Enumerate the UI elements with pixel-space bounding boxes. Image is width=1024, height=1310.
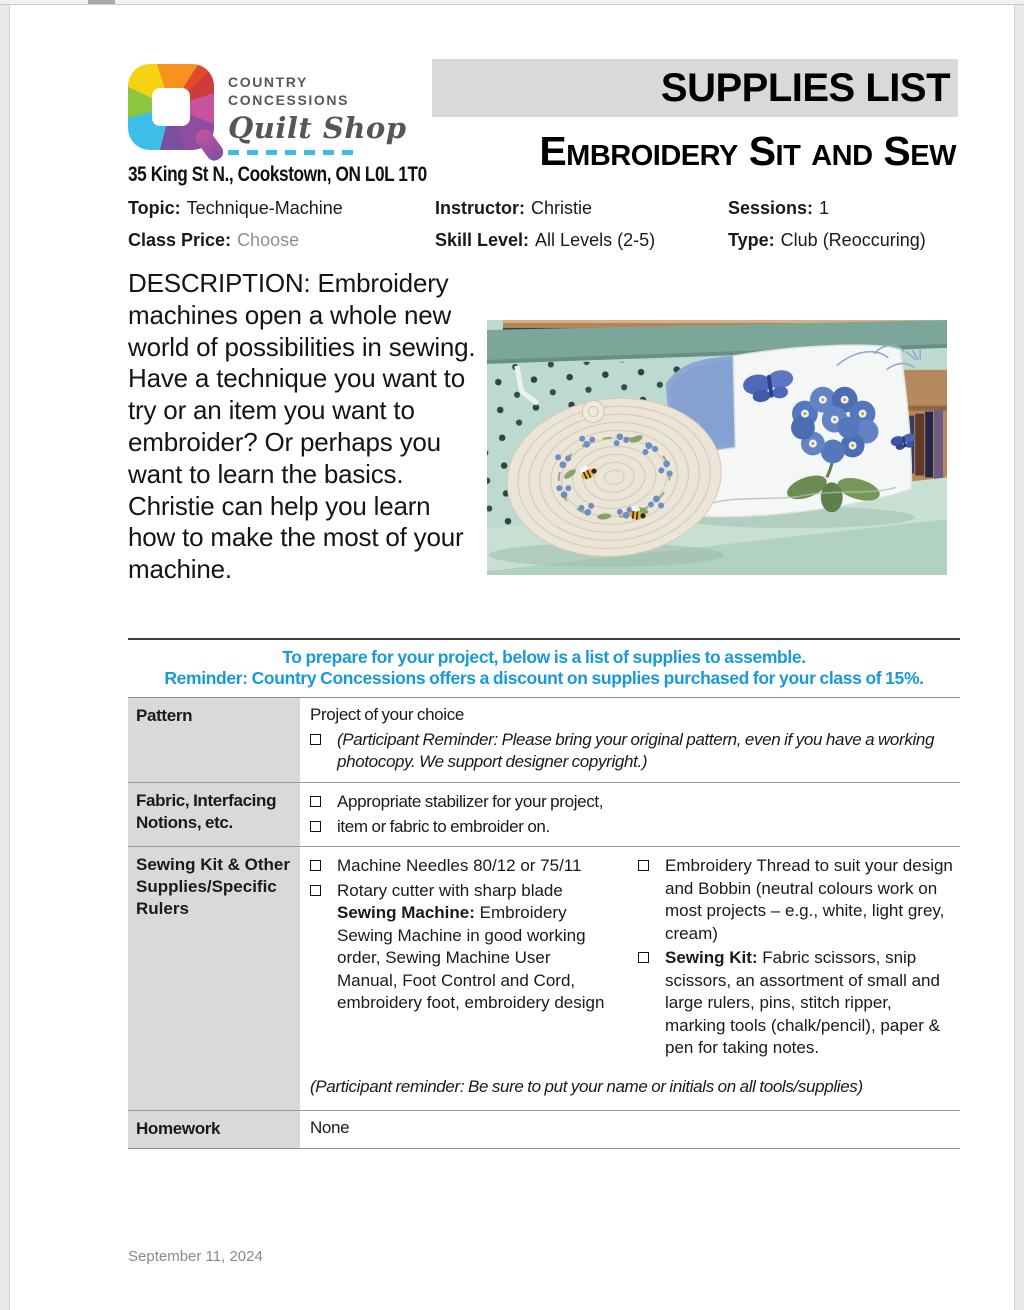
skill-level-value: All Levels (2-5) xyxy=(535,230,656,250)
pattern-reminder-item xyxy=(310,729,956,774)
window-edge-artifact xyxy=(88,0,115,4)
table-row-pattern xyxy=(128,698,960,782)
supplies-table xyxy=(128,697,960,1149)
sewing-machine-text: Embroidery Sewing Machine in good working order, Sewing Machine User Manual, Foot Control and Cord, embroidery foot, embroidery design xyxy=(337,903,605,1012)
pattern-row-content xyxy=(300,698,960,782)
meta-instructor xyxy=(435,198,728,219)
type-label: Type: xyxy=(728,230,775,250)
quilt-shop-q-icon xyxy=(128,64,214,150)
shop-address: 35 King St N., Cookstown, ON L0L 1T0 xyxy=(128,163,427,186)
checkbox-icon[interactable] xyxy=(638,860,649,871)
fabric-row-content xyxy=(300,783,960,846)
meta-class-price xyxy=(128,230,435,251)
sewing-item-needles xyxy=(310,855,610,878)
meta-skill-level xyxy=(435,230,728,251)
sewing-item-kit xyxy=(638,947,956,1060)
sewing-row-content xyxy=(300,847,960,1110)
homework-row-content: None xyxy=(310,1118,350,1137)
note-line1: To prepare for your project, below is a list of supplies to assemble. xyxy=(282,647,806,667)
pattern-line1: Project of your choice xyxy=(310,705,464,724)
window-top-edge xyxy=(0,0,1024,5)
class-price-label: Class Price: xyxy=(128,230,232,250)
sewing-item-rotary-text: Rotary cutter with sharp blade Sewing Machine: Embroidery Sewing Machine in good working order, Sewing Machine User Manual, Foot Control and Cord, embroidery foot, embroidery design xyxy=(337,880,605,1012)
pattern-row-label: Pattern xyxy=(128,698,300,782)
instructor-value: Christie xyxy=(531,198,593,218)
topic-value: Technique-Machine xyxy=(186,198,343,218)
fabric-item-2-text: item or fabric to embroider on. xyxy=(337,816,550,836)
supplies-section xyxy=(128,638,960,1149)
fabric-item-2 xyxy=(310,816,956,839)
type-value: Club (Reoccuring) xyxy=(780,230,926,250)
sewing-item-thread xyxy=(638,855,956,945)
table-row-sewing-kit xyxy=(128,846,960,1110)
skill-level-label: Skill Level: xyxy=(435,230,530,250)
document-date: September 11, 2024 xyxy=(128,1248,263,1265)
checkbox-icon[interactable] xyxy=(310,796,321,807)
sessions-value: 1 xyxy=(819,198,830,218)
supplies-list-banner: SUPPLIES LIST xyxy=(432,59,958,117)
sewing-kit-lead: Sewing Kit: xyxy=(665,948,758,967)
fabric-item-1-text: Appropriate stabilizer for your project, xyxy=(337,792,604,811)
sewing-row-label: Sewing Kit & Other Supplies/Specific Rulers xyxy=(128,847,300,1110)
note-line2: Reminder: Country Concessions offers a discount on supplies purchased for your class of 15%. xyxy=(164,668,924,688)
class-title: Embroidery Sit and Sew xyxy=(539,128,956,174)
class-description: DESCRIPTION: Embroidery machines open a whole new world of possibilities in sewing. Have a technique you want to try or an item you want to embroider? Or perhaps you want to learn the basics. Christie can help you learn how to make the most of your machine. xyxy=(128,268,476,585)
sewing-item-kit-text xyxy=(665,947,956,1060)
topic-label: Topic: xyxy=(128,198,181,218)
brand-line1: COUNTRY xyxy=(228,74,308,90)
sewing-item-rotary xyxy=(310,880,610,1015)
homework-row-label: Homework xyxy=(128,1111,300,1148)
class-meta xyxy=(128,198,960,251)
table-row-homework xyxy=(128,1110,960,1148)
table-row-fabric xyxy=(128,782,960,846)
sewing-right-column xyxy=(638,853,956,1060)
instructor-label: Instructor: xyxy=(435,198,525,218)
sewing-item-needles-text: Machine Needles 80/12 or 75/11 xyxy=(337,856,582,875)
fabric-row-label: Fabric, Interfacing Notions, etc. xyxy=(128,783,300,846)
q-icon-hole xyxy=(152,88,190,126)
meta-type xyxy=(728,230,960,251)
checkbox-icon[interactable] xyxy=(310,860,321,871)
sessions-label: Sessions: xyxy=(728,198,814,218)
checkbox-icon[interactable] xyxy=(310,885,321,896)
fabric-item-1 xyxy=(310,791,956,814)
checkbox-icon[interactable] xyxy=(638,952,649,963)
checkbox-icon[interactable] xyxy=(310,821,321,832)
tools-reminder: (Participant reminder: Be sure to put your name or initials on all tools/supplies) xyxy=(310,1076,863,1096)
brand-line2: CONCESSIONS xyxy=(228,91,350,108)
document-page xyxy=(9,0,1015,1310)
sewing-item-thread-text: Embroidery Thread to suit your design and Bobbin (neutral colours work on most projects – e.g., white, light grey, cream) xyxy=(665,856,953,943)
meta-topic xyxy=(128,198,435,219)
sewing-kit-text: Fabric scissors, snip scissors, an assortment of small and large rulers, pins, stitch ripper, marking tools (chalk/pencil), paper & pen for taking notes. xyxy=(665,948,940,1057)
meta-sessions xyxy=(728,198,960,219)
supplies-note xyxy=(128,638,960,697)
q-icon-tail xyxy=(193,126,227,163)
class-photo xyxy=(487,320,947,575)
checkbox-icon[interactable] xyxy=(310,734,321,745)
sewing-machine-lead: Sewing Machine: xyxy=(337,903,475,922)
pattern-reminder-text: (Participant Reminder: Please bring your original pattern, even if you have a working photocopy. We support designer copyright.) xyxy=(337,729,935,771)
brand-script: Quilt Shop xyxy=(228,111,407,145)
class-price-dropdown[interactable]: Choose xyxy=(237,230,300,250)
sewing-mid-column xyxy=(310,853,610,1060)
